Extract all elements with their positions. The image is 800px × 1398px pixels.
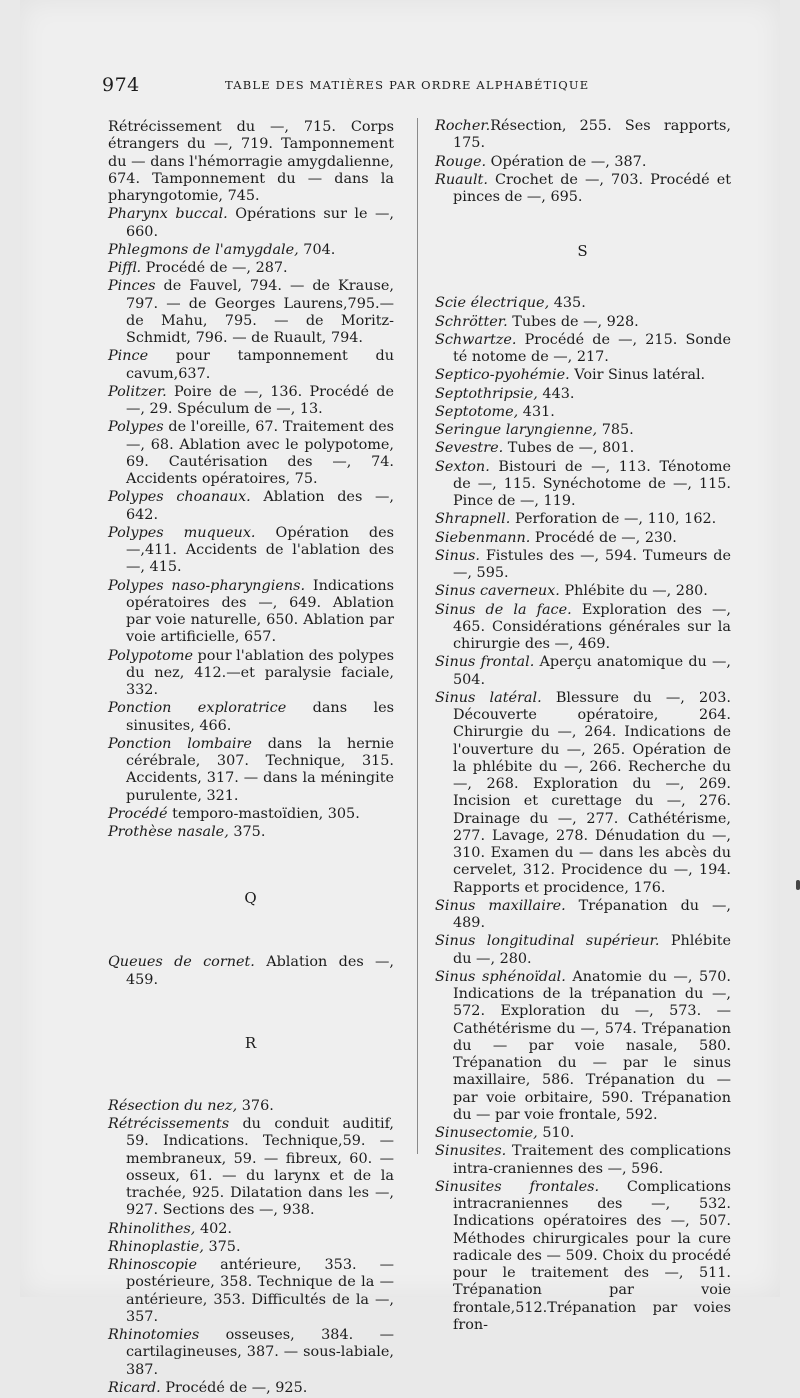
entry-term: Sinusectomie, bbox=[435, 1125, 538, 1141]
entry-text: Résection, 255. Ses rapports, 175. bbox=[453, 118, 731, 152]
index-entry bbox=[108, 384, 394, 419]
entry-text: Trépanation du —, 489. bbox=[453, 897, 731, 931]
entry-term: Rhinotomies bbox=[108, 1327, 200, 1343]
entry-term: Polypes bbox=[108, 419, 164, 436]
entry-term: Ruault. bbox=[435, 171, 488, 188]
entry-text: Exploration des —, 465. Considérations générales sur la chirurgie des —, 469. bbox=[453, 601, 731, 652]
entry-text: de l'oreille, 67. Traitement des —, 68. Ablation avec le polypotome, 69. Cautérisation des —, 74. Accidents opératoires, 75. bbox=[126, 419, 394, 487]
entry-text: Bistouri de —, 113. Ténotome de —, 115. Synéchotome de —, 115. Pince de —, 119. bbox=[453, 458, 731, 509]
entry-term: Siebenmann. bbox=[435, 529, 531, 546]
entry-term: Ponction lombaire bbox=[108, 735, 252, 752]
index-entry bbox=[108, 648, 394, 700]
entry-term: Sinus latéral. bbox=[435, 689, 542, 706]
running-head: TABLE DES MATIÈRES PAR ORDRE ALPHABÉTIQUE bbox=[225, 78, 590, 92]
entry-text: Complications intracraniennes des —, 532. Indications opératoires des —, 507. Méthodes chirurgicales pour la cure radicale des — 509. Choix du procédé pour le traitement des —, 511. Trépanation par voie frontale,512.Trépanation par voies fron- bbox=[453, 1178, 732, 1333]
entry-text: Procédé de —, 287. bbox=[141, 260, 288, 276]
entry-term: Sinus frontal. bbox=[435, 654, 535, 671]
entry-term: Rouge. bbox=[435, 153, 487, 170]
entry-text: Ablation des —, 459. bbox=[126, 954, 395, 988]
index-entry bbox=[108, 700, 394, 735]
index-entry bbox=[108, 242, 394, 259]
entry-text: Anatomie du —, 570. Indications de la trépanation du —, 572. Exploration du —, 573. — Cathétérisme du —, 574. Trépanation du — par voie nasale, 580. Trépanation du — par le sinus maxillaire, 586. Trépanation du — par voie orbitaire, 590. Trépanation du — par voie frontale, 592. bbox=[453, 968, 731, 1123]
index-entry bbox=[108, 1380, 394, 1397]
left-column bbox=[108, 119, 394, 1398]
entry-text: dans les sinusites, 466. bbox=[126, 700, 394, 734]
entry-text: 375. bbox=[228, 824, 266, 840]
index-entry bbox=[435, 440, 731, 457]
entry-term: Polypes naso-pharyngiens. bbox=[108, 577, 306, 594]
entry-term: Sinusites frontales. bbox=[435, 1178, 600, 1195]
entry-term: Schwartze. bbox=[435, 331, 517, 348]
entry-term: Procédé bbox=[108, 805, 168, 822]
entry-text: 402. bbox=[195, 1220, 232, 1237]
page-number: 974 bbox=[102, 74, 140, 96]
entry-term: Pinces bbox=[108, 278, 156, 295]
entry-text: pour l'ablation des polypes du nez, 412.—et paralysie faciale, 332. bbox=[126, 647, 394, 698]
index-entry bbox=[108, 578, 394, 647]
index-entry bbox=[108, 489, 394, 524]
entry-text: Phlébite du —, 280. bbox=[453, 933, 732, 967]
book-page bbox=[20, 0, 780, 1396]
entry-term: Sinus. bbox=[435, 547, 480, 564]
entry-text: 431. bbox=[518, 403, 555, 420]
entry-term: Résection du nez, bbox=[108, 1097, 238, 1114]
index-entry bbox=[435, 295, 731, 312]
section-letter-q: Q bbox=[244, 888, 258, 907]
entry-term: Ricard. bbox=[108, 1379, 161, 1396]
entry-term: Piffl. bbox=[108, 260, 142, 276]
entry-text: Voir Sinus latéral. bbox=[569, 367, 706, 384]
entry-text: 375. bbox=[203, 1238, 241, 1255]
section-letter-r: R bbox=[244, 1034, 258, 1053]
index-entry bbox=[108, 1221, 394, 1238]
entry-text: Opération des —,411. Accidents de l'ablation des —, 415. bbox=[126, 524, 394, 576]
index-entry bbox=[435, 583, 731, 600]
index-entry bbox=[435, 898, 731, 933]
index-entry bbox=[108, 419, 394, 488]
index-entry bbox=[435, 530, 731, 547]
right-column bbox=[435, 118, 731, 1335]
index-entry bbox=[435, 602, 731, 654]
entry-term: Sevestre. bbox=[435, 440, 504, 457]
index-entry bbox=[435, 459, 731, 511]
entry-term: Sinus caverneux. bbox=[435, 583, 560, 600]
index-entry bbox=[108, 954, 394, 989]
index-entry bbox=[435, 386, 731, 403]
entry-text: dans la hernie cérébrale, 307. Technique, 315. Accidents, 317. — dans la méningite purulente, 321. bbox=[126, 735, 395, 804]
index-entry bbox=[435, 422, 731, 439]
index-entry bbox=[435, 172, 731, 207]
index-entry bbox=[108, 1327, 394, 1379]
index-entry bbox=[108, 824, 394, 841]
entry-text: temporo-mastoïdien, 305. bbox=[167, 805, 360, 822]
entry-term: Sinus maxillaire. bbox=[435, 897, 566, 914]
entry-term: Scie électrique, bbox=[435, 295, 550, 312]
entry-term: Rhinolithes, bbox=[108, 1220, 196, 1237]
entry-term: Sinus de la face. bbox=[435, 601, 572, 618]
entry-text: Perforation de —, 110, 162. bbox=[510, 511, 717, 528]
entry-term: Ponction exploratrice bbox=[108, 700, 287, 717]
index-entry bbox=[108, 1098, 394, 1115]
entry-text: antérieure, 353. — postérieure, 358. Technique de la — antérieure, 353. Difficultés de la —, 357. bbox=[126, 1257, 394, 1325]
entry-text: 704. bbox=[298, 241, 336, 258]
index-entry bbox=[108, 260, 394, 277]
index-entry-continuation: Rétrécissement du —, 715. Corps étrangers du —, 719. Tamponnement du — dans l'hémorragie amygdalienne, 674. Tamponnement du — dans la pharyngotomie, 745. bbox=[108, 119, 394, 204]
index-entry bbox=[435, 367, 731, 384]
index-entry bbox=[108, 1257, 394, 1326]
entry-term: Prothèse nasale, bbox=[108, 824, 229, 840]
index-entry bbox=[108, 278, 394, 347]
entry-text: 435. bbox=[549, 295, 586, 312]
entry-term: Sexton. bbox=[435, 458, 490, 475]
entry-term: Septotome, bbox=[435, 403, 519, 420]
entry-term: Rhinoplastie, bbox=[108, 1238, 204, 1255]
entry-text: Traitement des complications intra-craniennes des —, 596. bbox=[453, 1143, 731, 1177]
entry-text: Tubes de —, 928. bbox=[507, 313, 639, 330]
entry-text: Poire de —, 136. Procédé de —, 29. Spéculum de —, 13. bbox=[126, 383, 394, 417]
column-divider bbox=[417, 118, 418, 1154]
entry-text: du conduit auditif, 59. Indications. Technique,59. — membraneux, 59. — fibreux, 60. — osseux, 61. — du larynx et de la trachée, 925. Dilatation dans les —, 927. Sections des —, 938. bbox=[126, 1116, 394, 1219]
entry-term: Septothripsie, bbox=[435, 385, 538, 402]
entry-text: Indications opératoires des —, 649. Ablation par voie naturelle, 650. Ablation par voie artificielle, 657. bbox=[126, 577, 394, 646]
entry-text: Blessure du —, 203. Découverte opératoire, 264. Chirurgie du —, 264. Indications de l'ouverture du —, 265. Opération de la phlébite du —, 266. Recherche du —, 268. Exploration du —, 269. Incision et curettage du —, 276. Drainage du —, 277. Cathétérisme, 277. Lavage, 278. Dénudation du —, 310. Examen du — dans les abcès du cervelet, 312. Procidence du —, 194. Rapports et procidence, 176. bbox=[453, 689, 731, 896]
index-entry bbox=[435, 933, 731, 968]
entry-term: Schrötter. bbox=[435, 313, 508, 330]
index-entry bbox=[108, 348, 394, 383]
entry-text: Procédé de —, 215. Sonde té notome de —, 217. bbox=[453, 331, 731, 365]
entry-term: Rocher. bbox=[435, 118, 491, 134]
entry-text: pour tamponnement du cavum,637. bbox=[126, 348, 394, 382]
entry-term: Polypotome bbox=[108, 647, 193, 664]
index-entry bbox=[435, 1125, 731, 1142]
index-entry bbox=[435, 404, 731, 421]
index-entry bbox=[435, 314, 731, 331]
entry-text: osseuses, 384. — cartilagineuses, 387. — sous-labiale, 387. bbox=[126, 1327, 394, 1378]
entry-text: 376. bbox=[237, 1097, 274, 1114]
entry-text: Crochet de —, 703. Procédé et pinces de —, 695. bbox=[453, 171, 731, 205]
entry-term: Pince bbox=[108, 348, 149, 365]
index-entry bbox=[108, 206, 394, 241]
index-entry bbox=[108, 736, 394, 805]
entry-text: Procédé de —, 230. bbox=[530, 529, 677, 546]
index-entry bbox=[435, 118, 731, 153]
index-entry bbox=[435, 1143, 731, 1178]
entry-text: Opération de —, 387. bbox=[486, 153, 647, 170]
index-entry bbox=[108, 525, 394, 577]
entry-term: Rhinoscopie bbox=[108, 1257, 198, 1273]
entry-text: Ablation des —, 642. bbox=[126, 489, 395, 523]
entry-term: Phlegmons de l'amygdale, bbox=[108, 241, 299, 258]
index-entry bbox=[435, 654, 731, 689]
entry-text: 785. bbox=[597, 422, 634, 438]
index-entry bbox=[108, 1239, 394, 1256]
entry-term: Pharynx buccal. bbox=[108, 206, 228, 223]
index-entry bbox=[435, 1179, 731, 1334]
index-entry bbox=[435, 511, 731, 528]
entry-text: Procédé de —, 925. bbox=[160, 1379, 308, 1396]
entry-text: de Fauvel, 794. — de Krause, 797. — de Georges Laurens,795.— de Mahu, 795. — de Moritz-Schmidt, 796. — de Ruault, 794. bbox=[126, 278, 394, 346]
entry-term: Sinusites. bbox=[435, 1143, 507, 1160]
entry-term: Seringue laryngienne, bbox=[435, 422, 598, 438]
index-entry bbox=[435, 548, 731, 583]
entry-term: Septico-pyohémie. bbox=[435, 367, 570, 384]
entry-term: Shrapnell. bbox=[435, 511, 511, 528]
index-entry bbox=[435, 969, 731, 1124]
entry-term: Politzer. bbox=[108, 383, 167, 400]
entry-text: Tubes de —, 801. bbox=[503, 440, 635, 457]
index-entry bbox=[435, 154, 731, 171]
entry-term: Polypes muqueux. bbox=[108, 524, 256, 541]
index-entry bbox=[108, 806, 394, 823]
entry-term: Sinus longitudinal supérieur. bbox=[435, 933, 660, 950]
index-entry bbox=[435, 690, 731, 897]
entry-term: Polypes choanaux. bbox=[108, 489, 251, 506]
index-entry bbox=[108, 1116, 394, 1220]
entry-text: Aperçu anatomique du —, 504. bbox=[453, 654, 731, 688]
entry-text: Fistules des —, 594. Tumeurs de —, 595. bbox=[453, 547, 731, 581]
entry-term: Rétrécissements bbox=[108, 1116, 230, 1132]
entry-term: Queues de cornet. bbox=[108, 954, 255, 971]
entry-text: 510. bbox=[537, 1125, 575, 1141]
scan-edge-mark bbox=[796, 880, 800, 890]
entry-text: Opérations sur le —, 660. bbox=[126, 206, 394, 240]
entry-term: Sinus sphénoïdal. bbox=[435, 968, 566, 985]
section-letter-s: S bbox=[577, 241, 589, 260]
index-entry bbox=[435, 332, 731, 367]
entry-text: Phlébite du —, 280. bbox=[559, 583, 708, 600]
entry-text: 443. bbox=[537, 385, 575, 402]
